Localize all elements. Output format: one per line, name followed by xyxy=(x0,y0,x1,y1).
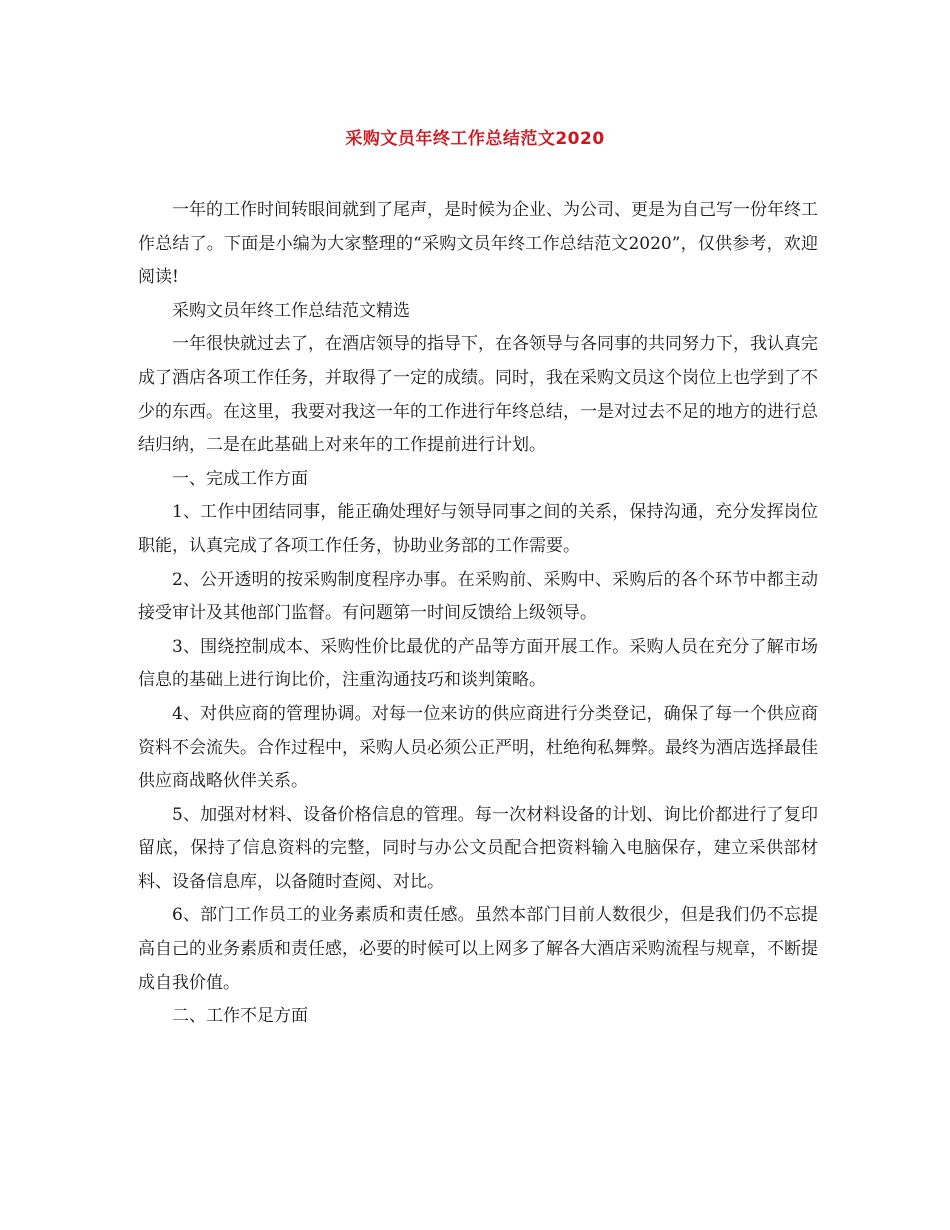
paragraph-intro: 一年的工作时间转眼间就到了尾声，是时候为企业、为公司、更是为自己写一份年终工作总结了。下面是小编为大家整理的“采购文员年终工作总结范文2020”，仅供参考，欢迎阅读! xyxy=(138,200,818,288)
section-heading-completed-work: 一、完成工作方面 xyxy=(172,468,308,489)
paragraph-overview: 一年很快就过去了，在酒店领导的指导下，在各领导与各同事的共同努力下，我认真完成了酒店各项工作任务，并取得了一定的成绩。同时，我在采购文员这个岗位上也学到了不少的东西。在这里，我要对我这一年的工作进行年终总结，一是对过去不足的地方的进行总结归纳，二是在此基础上对来年的工作提前进行计划。 xyxy=(138,334,818,456)
list-item-6: 6、部门工作员工的业务素质和责任感。虽然本部门目前人数很少，但是我们仍不忘提高自己的业务素质和责任感，必要的时候可以上网多了解各大酒店采购流程与规章，不断提成自我价值。 xyxy=(138,905,818,993)
list-item-1: 1、工作中团结同事，能正确处理好与领导同事之间的关系，保持沟通，充分发挥岗位职能，认真完成了各项工作任务，协助业务部的工作需要。 xyxy=(138,502,818,556)
paragraph-subtitle: 采购文员年终工作总结范文精选 xyxy=(172,300,410,321)
document-title: 采购文员年终工作总结范文2020 xyxy=(345,129,605,149)
list-item-3: 3、围绕控制成本、采购性价比最优的产品等方面开展工作。采购人员在充分了解市场信息的基础上进行询比价，注重沟通技巧和谈判策略。 xyxy=(138,636,818,691)
list-item-4: 4、对供应商的管理协调。对每一位来访的供应商进行分类登记，确保了每一个供应商资料不会流失。合作过程中，采购人员必须公正严明，杜绝徇私舞弊。最终为酒店选择最佳供应商战略伙伴关系。 xyxy=(138,703,818,792)
document-body xyxy=(138,194,818,1034)
list-item-5: 5、加强对材料、设备价格信息的管理。每一次材料设备的计划、询比价都进行了复印留底，保持了信息资料的完整，同时与办公文员配合把资料输入电脑保存，建立采供部材料、设备信息库，以备随时查阅、对比。 xyxy=(138,804,818,892)
section-heading-shortcomings: 二、工作不足方面 xyxy=(172,1006,308,1027)
list-item-2: 2、公开透明的按采购制度程序办事。在采购前、采购中、采购后的各个环节中都主动接受审计及其他部门监督。有问题第一时间反馈给上级领导。 xyxy=(138,569,818,624)
